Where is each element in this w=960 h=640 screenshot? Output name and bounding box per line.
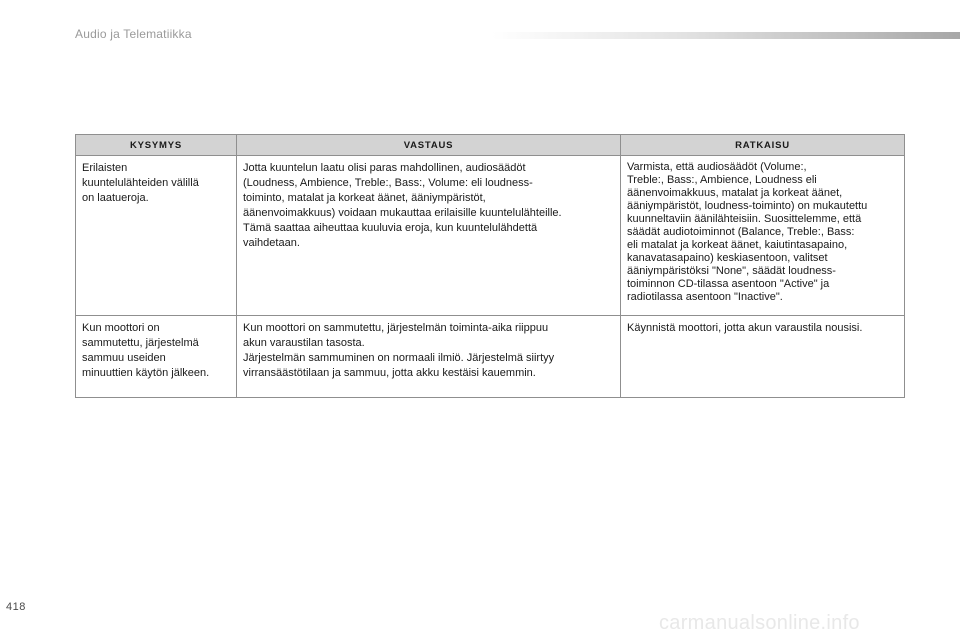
watermark: carmanualsonline.info bbox=[659, 612, 860, 634]
section-title: Audio ja Telematiikka bbox=[75, 27, 192, 41]
table-header-row bbox=[76, 135, 905, 156]
table-row bbox=[76, 316, 905, 398]
column-header-question: KYSYMYS bbox=[76, 135, 237, 156]
table-row bbox=[76, 156, 905, 316]
faq-table bbox=[75, 134, 905, 398]
column-header-answer: VASTAUS bbox=[237, 135, 621, 156]
solution-cell: Varmista, että audiosäädöt (Volume:, Treble:, Bass:, Ambience, Loudness eli äänenvoimakkuus, matalat ja korkeat äänet, ääniympäristöt, loudness-toiminto) on mukautettu kuunneltaviin äänilähteisiin. Suosittelemme, että säädät audiotoiminnot (Balance, Treble:, Bass: eli matalat ja korkeat äänet, kaiutintasapaino, kanavatasapaino) keskiasentoon, valitset ääniympäristöksi "None", säädät loudness- toiminnon CD-tilassa asentoon "Active" ja radiotilassa asentoon "Inactive". bbox=[621, 156, 905, 316]
solution-cell: Käynnistä moottori, jotta akun varaustila nousisi. bbox=[621, 316, 905, 398]
header-gradient-bar bbox=[492, 32, 960, 39]
answer-cell: Jotta kuuntelun laatu olisi paras mahdollinen, audiosäädöt (Loudness, Ambience, Treble:, Bass:, Volume: eli loudness- toiminto, matalat ja korkeat äänet, ääniympäristöt, äänenvoimakkuus) voidaan mukauttaa erilaisille kuuntelulähteille. Tämä saattaa aiheuttaa kuuluvia eroja, kun kuuntelulähdettä vaihdetaan. bbox=[237, 156, 621, 316]
answer-cell: Kun moottori on sammutettu, järjestelmän toiminta-aika riippuu akun varaustilan tasosta. Järjestelmän sammuminen on normaali ilmiö. Järjestelmä siirtyy virransäästötilaan ja sammuu, jotta akku kestäisi kauemmin. bbox=[237, 316, 621, 398]
question-cell: Kun moottori on sammutettu, järjestelmä sammuu useiden minuuttien käytön jälkeen. bbox=[76, 316, 237, 398]
column-header-solution: RATKAISU bbox=[621, 135, 905, 156]
question-cell: Erilaisten kuuntelulähteiden välillä on laatueroja. bbox=[76, 156, 237, 316]
page-number: 418 bbox=[6, 601, 26, 613]
